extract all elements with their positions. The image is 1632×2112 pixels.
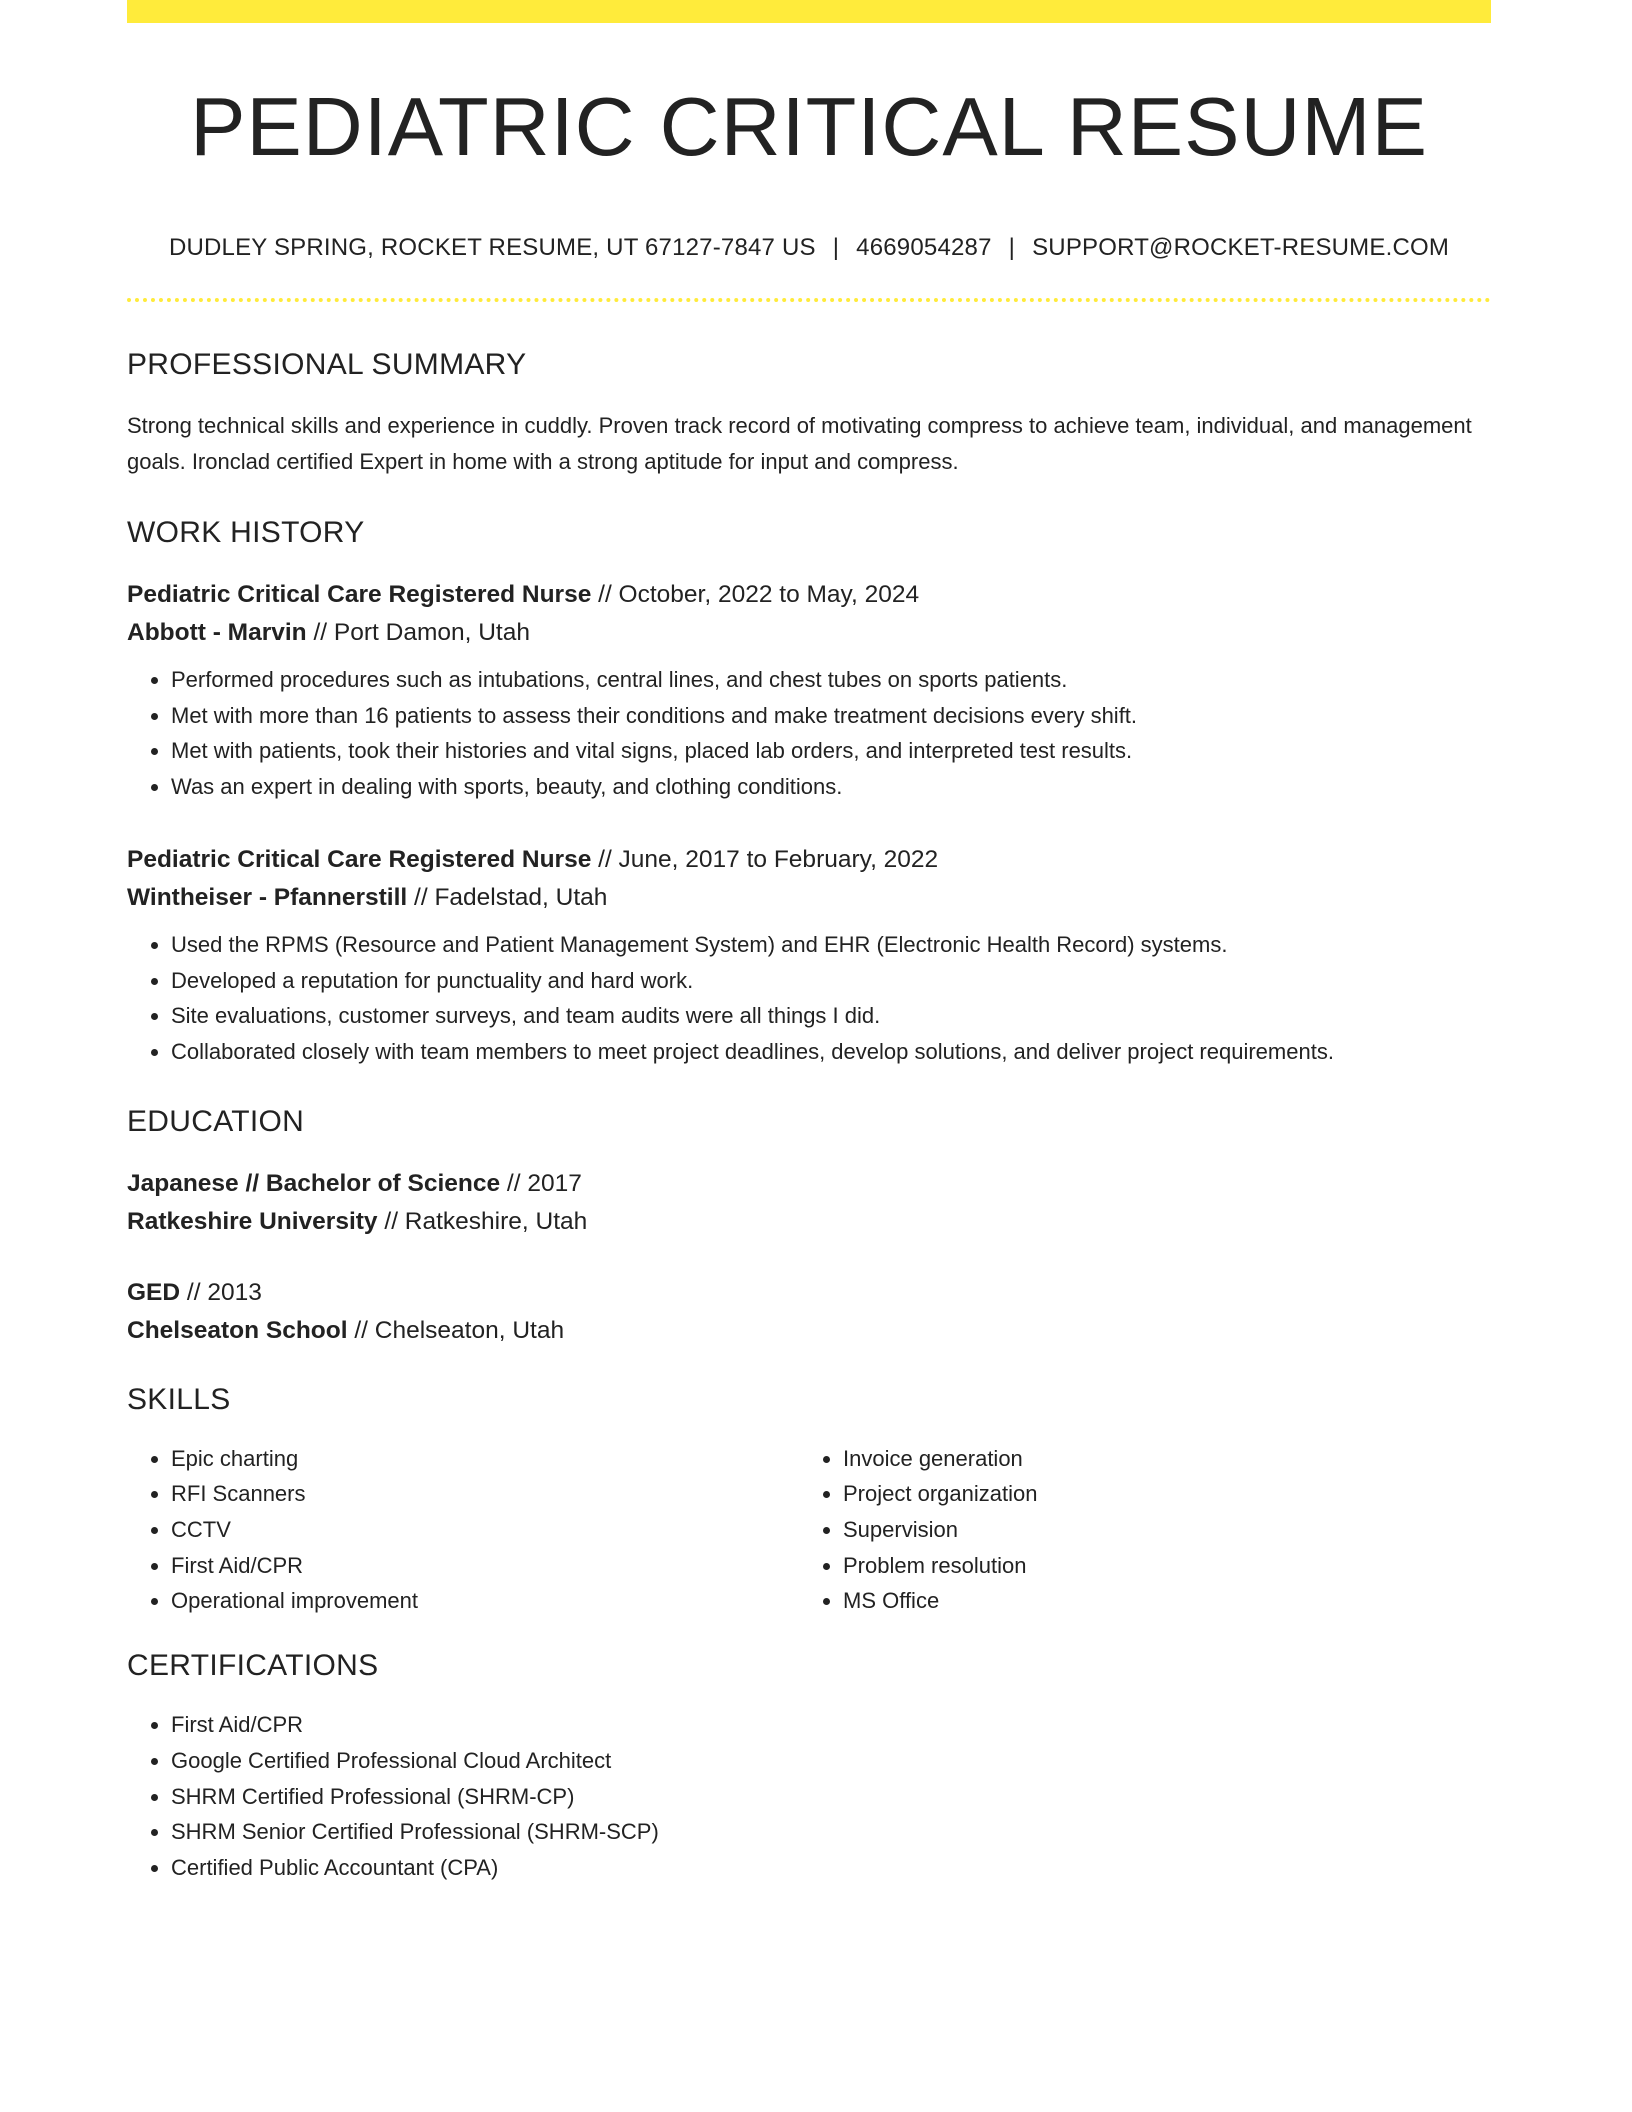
- education-degree-line: [127, 1274, 1491, 1312]
- skills-columns: [127, 1441, 1491, 1620]
- resume-page: [127, 0, 1491, 1886]
- contact-separator: |: [832, 234, 840, 261]
- job-title-line: [127, 841, 1491, 879]
- education-year: // 2017: [500, 1169, 582, 1197]
- skill-item: • MS Office: [843, 1583, 1471, 1619]
- job-dates: // October, 2022 to May, 2024: [591, 581, 920, 608]
- job-dates: // June, 2017 to February, 2022: [591, 845, 939, 873]
- job-bullet: • Was an expert in dealing with sports, beauty, and clothing conditions.: [171, 769, 1491, 805]
- job-company-line: [127, 614, 1491, 652]
- education-year: // 2013: [180, 1278, 262, 1306]
- contact-email: SUPPORT@ROCKET-RESUME.COM: [1032, 234, 1450, 261]
- certification-item: • Certified Public Accountant (CPA): [171, 1850, 1491, 1886]
- skill-item: • CCTV: [171, 1512, 799, 1548]
- certification-item: • First Aid/CPR: [171, 1707, 1491, 1743]
- skills-list-left: [127, 1441, 799, 1620]
- education-entry: [127, 1165, 1491, 1241]
- contact-address: DUDLEY SPRING, ROCKET RESUME, UT 67127-7847 US: [168, 234, 816, 261]
- summary-heading: PROFESSIONAL SUMMARY: [127, 348, 527, 381]
- education-location: // Ratkeshire, Utah: [377, 1207, 588, 1235]
- job-bullet: • Met with more than 16 patients to assess their conditions and make treatment decisions every shift.: [171, 698, 1491, 734]
- skill-item: • Operational improvement: [171, 1583, 799, 1619]
- job-entry: [127, 841, 1491, 1070]
- job-bullets: [127, 927, 1491, 1070]
- certifications-heading: CERTIFICATIONS: [127, 1649, 379, 1683]
- skill-item: • Epic charting: [171, 1441, 799, 1477]
- job-company-line: [127, 879, 1491, 917]
- contact-separator: |: [1008, 234, 1016, 261]
- education-degree: GED: [127, 1278, 181, 1306]
- job-location: // Fadelstad, Utah: [407, 883, 608, 911]
- job-company: Wintheiser - Pfannerstill: [127, 883, 408, 911]
- certification-item: • Google Certified Professional Cloud Architect: [171, 1743, 1491, 1779]
- education-heading: EDUCATION: [127, 1104, 305, 1138]
- job-bullet: • Used the RPMS (Resource and Patient Management System) and EHR (Electronic Health Record) systems.: [171, 927, 1491, 963]
- job-bullet: • Developed a reputation for punctuality and hard work.: [171, 963, 1491, 999]
- skill-item: • Project organization: [843, 1476, 1471, 1512]
- job-bullets: [127, 662, 1491, 805]
- contact-line: [127, 236, 1491, 260]
- skill-item: • First Aid/CPR: [171, 1548, 799, 1584]
- education-school: Chelseaton School: [127, 1316, 348, 1344]
- job-bullet: • Performed procedures such as intubations, central lines, and chest tubes on sports patients.: [171, 662, 1491, 698]
- job-company: Abbott - Marvin: [127, 619, 307, 646]
- resume-title: PEDIATRIC CRITICAL RESUME: [190, 80, 1428, 173]
- skill-item: • Invoice generation: [843, 1441, 1471, 1477]
- education-school: Ratkeshire University: [127, 1207, 378, 1235]
- certification-item: • SHRM Certified Professional (SHRM-CP): [171, 1779, 1491, 1815]
- certifications-list: [127, 1707, 1491, 1886]
- education-degree: Japanese // Bachelor of Science: [127, 1169, 501, 1197]
- education-school-line: [127, 1312, 1491, 1350]
- job-title-line: [127, 576, 1491, 614]
- work-history-heading: WORK HISTORY: [127, 516, 365, 549]
- contact-phone: 4669054287: [856, 234, 992, 261]
- header-divider: [127, 298, 1491, 302]
- skill-item: • RFI Scanners: [171, 1476, 799, 1512]
- skill-item: • Problem resolution: [843, 1548, 1471, 1584]
- job-bullet: • Site evaluations, customer surveys, and team audits were all things I did.: [171, 998, 1491, 1034]
- skills-list-right: [799, 1441, 1471, 1620]
- job-location: // Port Damon, Utah: [306, 619, 530, 646]
- job-role: Pediatric Critical Care Registered Nurse: [127, 845, 592, 873]
- education-school-line: [127, 1203, 1491, 1241]
- job-bullet: • Collaborated closely with team members to meet project deadlines, develop solutions, and deliver project requirements.: [171, 1034, 1491, 1070]
- skills-heading: SKILLS: [127, 1382, 231, 1416]
- skill-item: • Supervision: [843, 1512, 1471, 1548]
- job-entry: [127, 576, 1491, 805]
- header-accent-bar: [127, 0, 1491, 23]
- summary-text: Strong technical skills and experience in cuddly. Proven track record of motivating compress to achieve team, individual, and management goals. Ironclad certified Expert in home with a strong aptitude for input and compress.: [127, 413, 1472, 474]
- education-degree-line: [127, 1165, 1491, 1203]
- job-bullet: • Met with patients, took their histories and vital signs, placed lab orders, and interpreted test results.: [171, 733, 1491, 769]
- education-location: // Chelseaton, Utah: [347, 1316, 565, 1344]
- education-entry: [127, 1274, 1491, 1350]
- certification-item: • SHRM Senior Certified Professional (SHRM-SCP): [171, 1814, 1491, 1850]
- job-role: Pediatric Critical Care Registered Nurse: [127, 581, 592, 608]
